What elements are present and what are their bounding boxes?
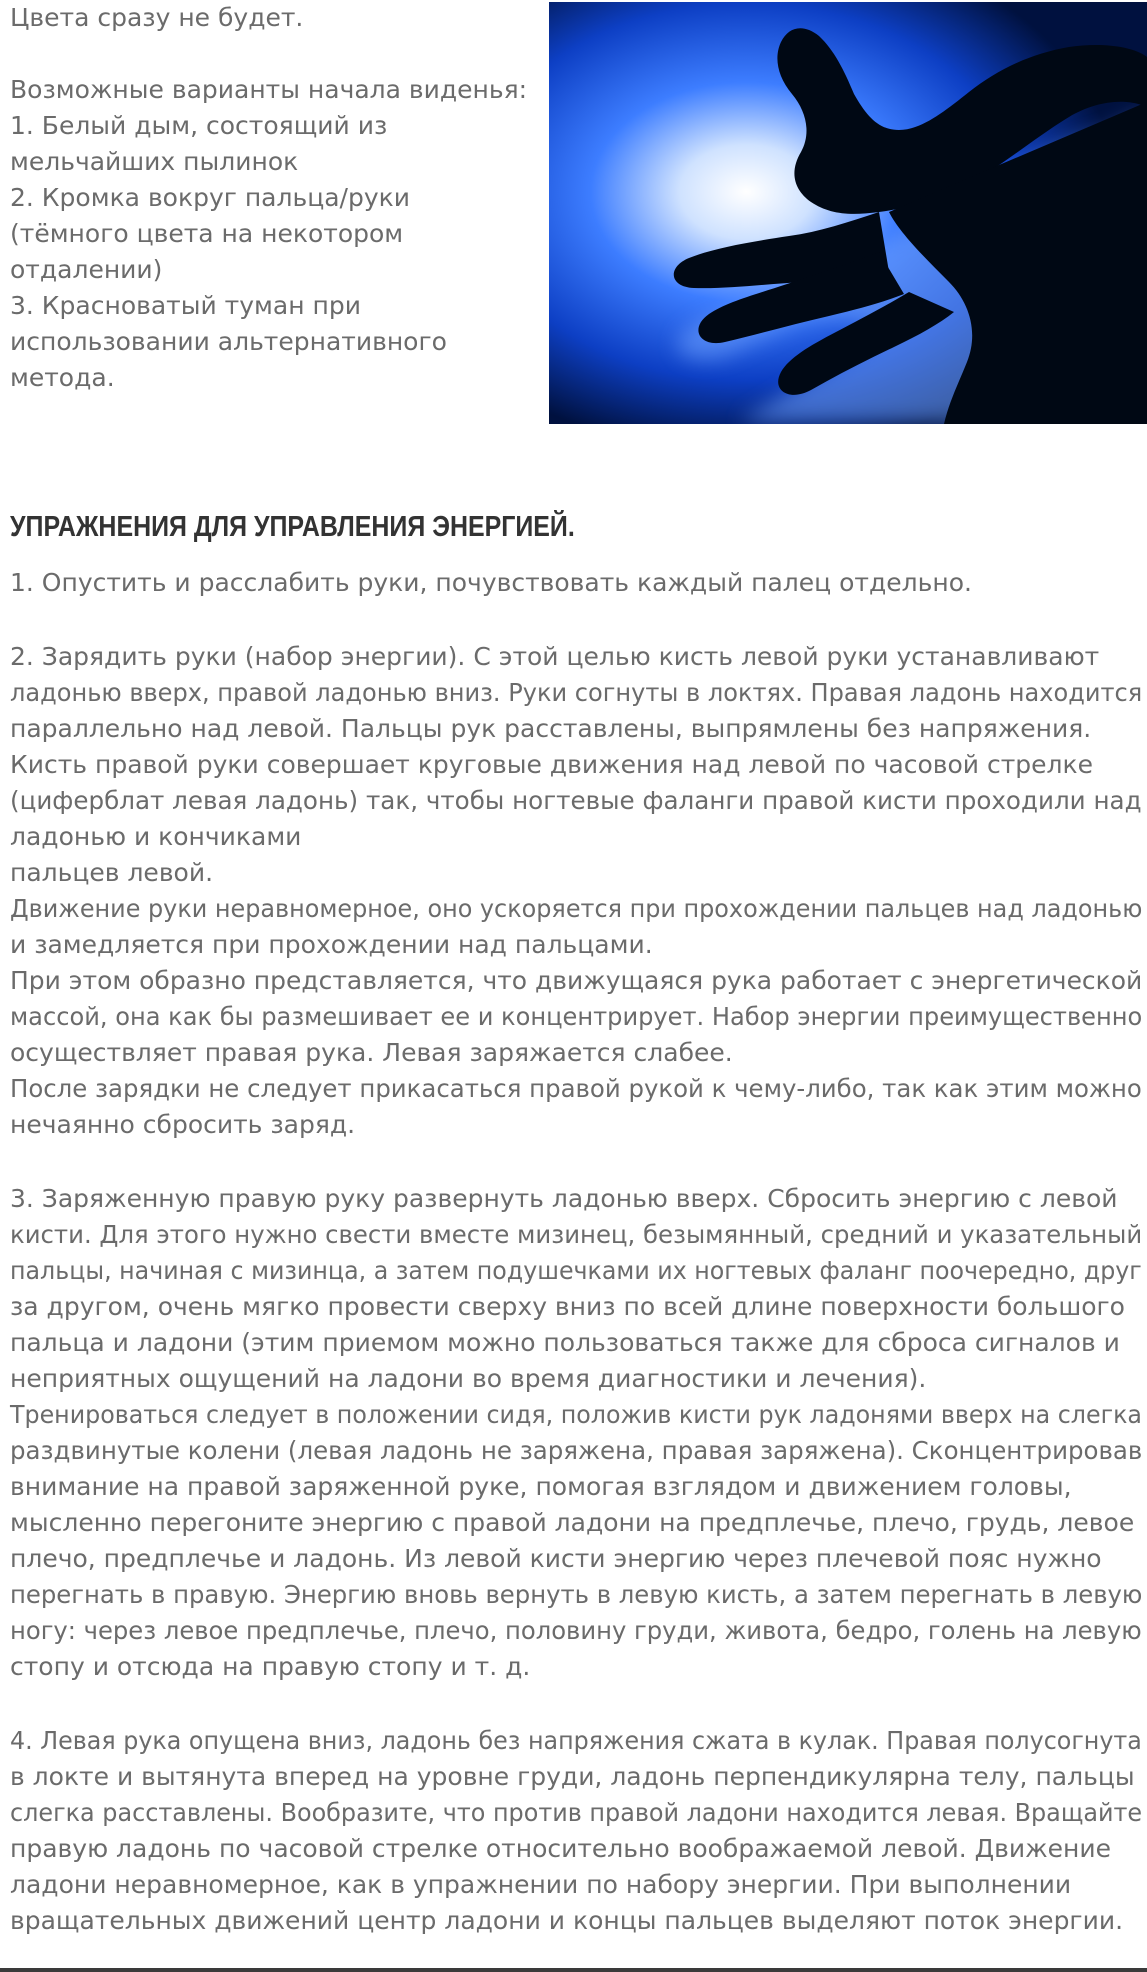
text-line: кисти. Для этого нужно свести вместе мизинец, безымянный, средний и указательный [10, 1220, 1143, 1249]
intro-line: (тёмного цвета на некотором [10, 219, 404, 248]
text-line: осуществляет правая рука. Левая заряжается слабее. [10, 1038, 733, 1067]
intro-line: использовании альтернативного [10, 327, 447, 356]
exercise-paragraph [10, 1723, 1142, 1939]
intro-line: 2. Кромка вокруг пальца/руки [10, 183, 410, 212]
intro-line: мельчайших пылинок [10, 147, 299, 176]
paragraph-gap [10, 1143, 1142, 1181]
text-line: мысленно перегоните энергию с правой ладони на предплечье, плечо, грудь, левое [10, 1508, 1135, 1537]
text-line: пальцы, начиная с мизинца, а затем подушечками их ногтевых фаланг поочередно, друг [10, 1256, 1142, 1285]
text-line: вращательных движений центр ладони и концы пальцев выделяют поток энергии. [10, 1906, 1124, 1935]
text-line: Тренироваться следует в положении сидя, положив кисти рук ладонями вверх на слегка [10, 1400, 1142, 1429]
text-line: раздвинутые колени (левая ладонь не заряжена, правая заряжена). Сконцентрировав [10, 1436, 1143, 1465]
intro-line: 3. Красноватый туман при [10, 291, 361, 320]
intro-text [10, 0, 540, 396]
text-line: 2. Зарядить руки (набор энергии). С этой целью кисть левой руки устанавливают [10, 642, 1100, 671]
hand-silhouette-illustration [549, 2, 1147, 424]
text-line: ногу: через левое предплечье, плечо, половину груди, живота, бедро, голень на левую [10, 1616, 1142, 1645]
text-line: 1. Опустить и расслабить руки, почувствовать каждый палец отдельно. [10, 568, 972, 597]
text-line: Кисть правой руки совершает круговые движения над левой по часовой стрелке [10, 750, 1093, 779]
text-line: нечаянно сбросить заряд. [10, 1110, 356, 1139]
text-line: пальцев левой. [10, 858, 214, 887]
intro-line: 1. Белый дым, состоящий из [10, 111, 388, 140]
text-line: перегнать в правую. Энергию вновь вернуть в левую кисть, а затем перегнать в левую [10, 1580, 1143, 1609]
text-line: правую ладонь по часовой стрелке относительно воображаемой левой. Движение [10, 1834, 1112, 1863]
text-line: 4. Левая рука опущена вниз, ладонь без напряжения сжата в кулак. Правая полусогнута [10, 1726, 1142, 1755]
intro-line: Цвета сразу не будет. [10, 3, 304, 32]
text-line: и замедляется при прохождении над пальцами. [10, 930, 653, 959]
text-line: 3. Заряженную правую руку развернуть ладонью вверх. Сбросить энергию с левой [10, 1184, 1118, 1213]
text-line: параллельно над левой. Пальцы рук расставлены, выпрямлены без напряжения. [10, 714, 1092, 743]
paragraph-gap [10, 1685, 1142, 1723]
text-line: пальца и ладони (этим приемом можно пользоваться также для сброса сигналов и [10, 1328, 1120, 1357]
text-line: ладонью вверх, правой ладонью вниз. Руки согнуты в локтях. Правая ладонь находится [10, 678, 1143, 707]
text-line: После зарядки не следует прикасаться правой рукой к чему-либо, так как этим можно [10, 1074, 1142, 1103]
text-line: При этом образно представляется, что движущаяся рука работает с энергетической [10, 966, 1143, 995]
exercise-paragraph [10, 639, 1142, 1143]
bottom-divider [0, 1968, 1147, 1972]
intro-gap [10, 36, 540, 72]
section-heading: УПРАЖНЕНИЯ ДЛЯ УПРАВЛЕНИЯ ЭНЕРГИЕЙ. [10, 511, 575, 543]
exercise-paragraph [10, 1181, 1142, 1685]
text-line: слегка расставлены. Вообразите, что против правой ладони находится левая. Вращайте [10, 1798, 1143, 1827]
intro-line: метода. [10, 363, 115, 392]
text-line: Движение руки неравномерное, оно ускоряется при прохождении пальцев над ладонью [10, 894, 1143, 923]
text-line: за другом, очень мягко провести сверху вниз по всей длине поверхности большого [10, 1292, 1125, 1321]
text-line: ладони неравномерное, как в упражнении по набору энергии. При выполнении [10, 1870, 1072, 1899]
exercise-paragraph [10, 565, 1142, 601]
text-line: ладонью и кончиками [10, 822, 302, 851]
text-line: стопу и отсюда на правую стопу и т. д. [10, 1652, 531, 1681]
paragraph-gap [10, 601, 1142, 639]
intro-line: Возможные варианты начала виденья: [10, 75, 528, 104]
text-line: плечо, предплечье и ладонь. Из левой кисти энергию через плечевой пояс нужно [10, 1544, 1102, 1573]
text-line: в локте и вытянута вперед на уровне груди, ладонь перпендикулярна телу, пальцы [10, 1762, 1135, 1791]
hand-aura-image [549, 2, 1147, 424]
text-line: неприятных ощущений на ладони во время диагностики и лечения). [10, 1364, 927, 1393]
text-line: (циферблат левая ладонь) так, чтобы ногтевые фаланги правой кисти проходили над [10, 786, 1142, 815]
exercise-body [10, 565, 1142, 1939]
intro-line: отдалении) [10, 255, 163, 284]
text-line: внимание на правой заряженной руке, помогая взглядом и движением головы, [10, 1472, 1072, 1501]
text-line: массой, она как бы размешивает ее и концентрирует. Набор энергии преимущественно [10, 1002, 1143, 1031]
